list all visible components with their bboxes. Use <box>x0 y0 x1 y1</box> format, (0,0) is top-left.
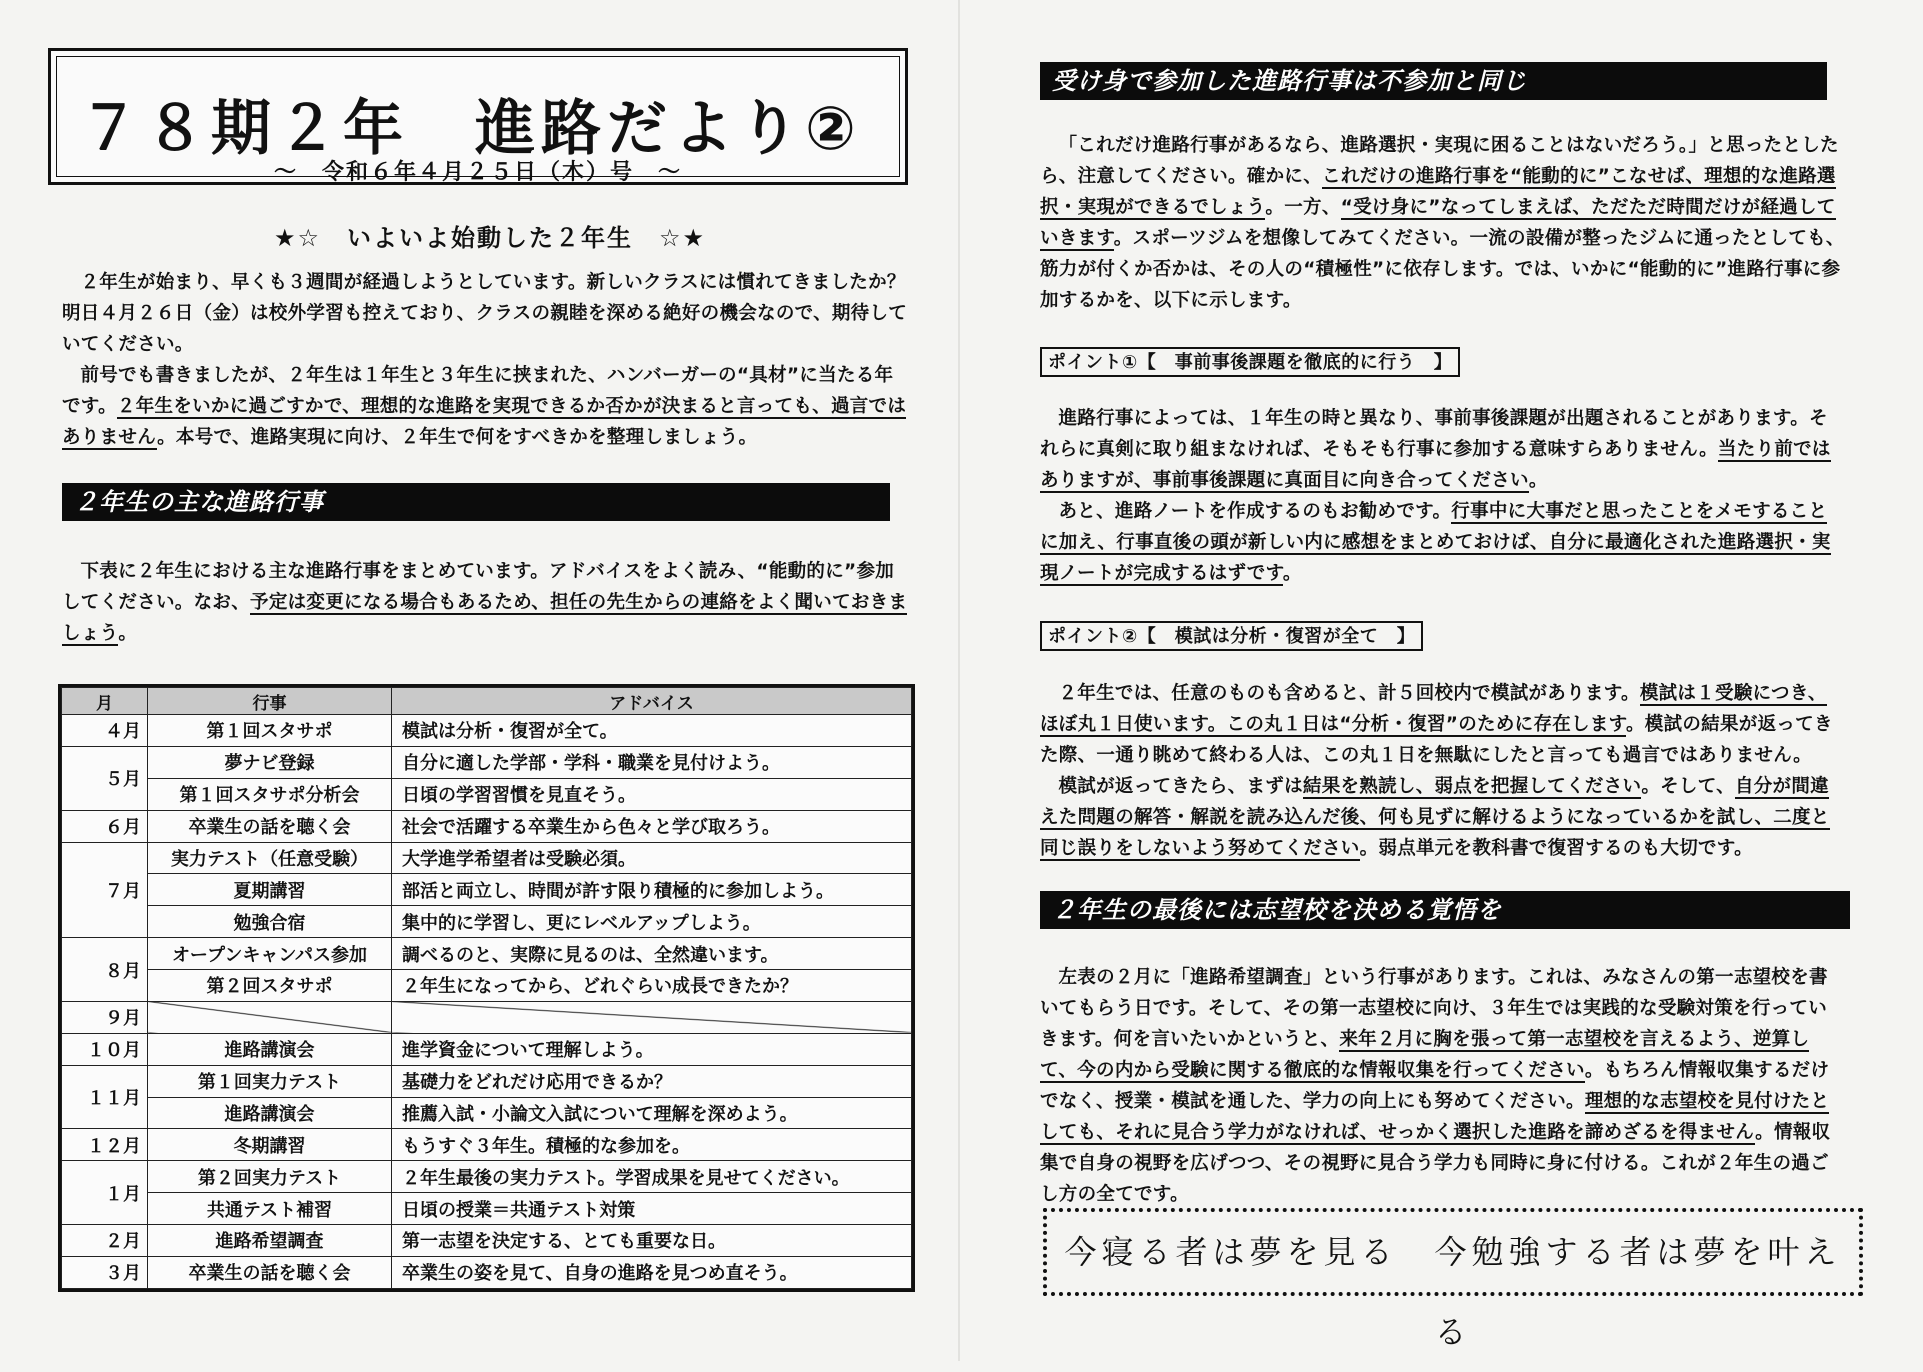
point-2-text-4: 。そして、 <box>1641 776 1735 797</box>
table-row <box>62 1161 912 1193</box>
table-row <box>62 810 912 842</box>
advice-cell: ２年生最後の実力テスト。学習成果を見せてください。 <box>392 1161 912 1193</box>
event-cell: 卒業生の話を聴く会 <box>148 1256 392 1288</box>
intro-text <box>62 267 912 453</box>
table-row <box>62 1256 912 1288</box>
event-cell: オープンキャンパス参加 <box>148 938 392 970</box>
passive-paragraph <box>1040 130 1845 316</box>
advice-cell: 進学資金について理解しよう。 <box>392 1033 912 1065</box>
month-cell: １月 <box>62 1161 148 1225</box>
point-2-text <box>1040 678 1845 864</box>
month-cell: ４月 <box>62 715 148 747</box>
table-row <box>62 970 912 1002</box>
passive-underlined-2: “受け身に”なってしまえば、ただただ時間だけが経過していきます <box>1040 197 1836 249</box>
passive-text-2: 。一方、 <box>1265 197 1341 218</box>
advice-cell: もうすぐ３年生。積極的な参加を。 <box>392 1129 912 1161</box>
point-1-text <box>1040 403 1845 589</box>
point-1-text-3: あと、進路ノートを作成するのもお勧めです。 <box>1058 501 1452 522</box>
header-month: 月 <box>62 688 148 715</box>
intro-paragraph-1: ２年生が始まり、早くも３週間が経過しようとしています。新しいクラスには慣れてきましたか？明日４月２６日（金）は校外学習も控えており、クラスの親睦を深める絶好の機会なので、期待していてください。 <box>62 272 908 355</box>
final-text-2: 。もちろん情報収集するだけでなく、授業・模試を通した、学力の向上にも努めてください。 <box>1040 1060 1830 1112</box>
advice-cell: 大学進学希望者は受験必須。 <box>392 842 912 874</box>
event-cell: 冬期講習 <box>148 1129 392 1161</box>
header-event: 行事 <box>148 688 392 715</box>
point-2-paragraph-2 <box>1040 771 1845 864</box>
point-1-underlined-1: 当たり前ではありますが、事前事後課題に真面目に向き合ってください <box>1040 439 1831 491</box>
point-2-label: ポイント②【 模試は分析・復習が全て 】 <box>1040 621 1423 651</box>
advice-cell: 部活と両立し、時間が許す限り積極的に参加しよう。 <box>392 874 912 906</box>
events-table <box>58 684 915 1292</box>
month-cell: １２月 <box>62 1129 148 1161</box>
events-section-heading: ２年生の主な進路行事 <box>62 483 890 521</box>
left-page <box>0 0 960 1361</box>
event-cell: 第２回スタサポ <box>148 970 392 1002</box>
point-1-text-1: 進路行事によっては、１年生の時と異なり、事前事後課題が出題されることがあります。それらに真剣に取り組まなければ、そもそも行事に参加する意味すらありません。 <box>1040 408 1828 460</box>
point-1-text-4: 。 <box>1282 563 1302 584</box>
advice-cell: 模試は分析・復習が全て。 <box>392 715 912 747</box>
events-intro-text-a: 下表に２年生における主な進路行事をまとめています。アドバイスをよく読み、“能動的に”参加してください。なお、 <box>62 561 895 613</box>
intro-paragraph-2 <box>62 360 912 453</box>
final-text-3: 。情報収集で自身の視野を広げつつ、その視野に見合う学力も同時に身に付ける。これが２年生の過ごし方の全てです。 <box>1040 1122 1831 1205</box>
point-1-underlined-2: 行事中に大事だと思ったことをメモすることに加え、行事直後の頭が新しい内に感想をまとめておけば、自分に最適化された進路選択・実現ノートが完成するはずです <box>1040 501 1831 584</box>
month-cell: １１月 <box>62 1065 148 1129</box>
advice-cell: 日頃の授業＝共通テスト対策 <box>392 1193 912 1225</box>
intro-p2-underlined: ２年生をいかに過ごすかで、理想的な進路を実現できるか否かが決まると言っても、過言ではありません <box>62 396 907 448</box>
table-row <box>62 1097 912 1129</box>
table-row <box>62 1129 912 1161</box>
event-cell-empty <box>148 1001 392 1033</box>
events-intro-paragraph <box>62 556 912 649</box>
final-text <box>1040 962 1845 1210</box>
table-row <box>62 778 912 810</box>
point-2-text-2: 。模試の結果が返ってきた際、一通り眺めて終わる人は、この丸１日を無駄にしたと言っても過言ではありません。 <box>1040 714 1833 766</box>
event-cell: 進路希望調査 <box>148 1225 392 1257</box>
events-intro-underlined: 予定は変更になる場合もあるため、担任の先生からの連絡をよく聞いておきましょう <box>62 592 908 644</box>
event-cell: 夏期講習 <box>148 874 392 906</box>
event-cell: 共通テスト補習 <box>148 1193 392 1225</box>
table-row <box>62 1193 912 1225</box>
advice-cell: 第一志望を決定する、とても重要な日。 <box>392 1225 912 1257</box>
final-text-1: 左表の２月に「進路希望調査」という行事があります。これは、みなさんの第一志望校を書いてもらう日です。そして、その第一志望校に向け、３年生では実践的な受験対策を行っていきます。何を言いたいかというと、 <box>1040 967 1828 1050</box>
issue-date: ～ 令和６年４月２５日（木）号 ～ <box>273 160 682 185</box>
month-cell: ８月 <box>62 938 148 1002</box>
table-row <box>62 938 912 970</box>
point-2-text-3: 模試が返ってきたら、まずは <box>1058 776 1303 797</box>
month-cell: ７月 <box>62 842 148 938</box>
advice-cell: 基礎力をどれだけ応用できるか？ <box>392 1065 912 1097</box>
advice-cell: ２年生になってから、どれぐらい成長できたか？ <box>392 970 912 1002</box>
point-2-text-1: ２年生では、任意のものも含めると、計５回校内で模試があります。 <box>1058 683 1640 704</box>
passive-text-3: 。スポーツジムを想像してみてください。一流の設備が整ったジムに通ったとしても、筋力が付くか否かは、その人の“積極性”に依存します。では、いかに“能動的に”進路行事に参加するかを、以下に示します。 <box>1040 228 1845 311</box>
event-cell: 勉強合宿 <box>148 906 392 938</box>
intro-p2-text-a: 前号でも書きましたが、２年生は１年生と３年生に挟まれた、ハンバーガーの“具材”に当たる年です。 <box>62 365 894 417</box>
table-row <box>62 1225 912 1257</box>
advice-cell: 卒業生の姿を見て、自身の進路を見つめ直そう。 <box>392 1256 912 1288</box>
passive-underlined-1: これだけの進路行事を“能動的に”こなせば、理想的な進路選択・実現ができるでしょう <box>1040 166 1836 218</box>
table-row <box>62 842 912 874</box>
advice-cell-empty <box>392 1001 912 1033</box>
point-2-underlined-1: 模試は１受験につき、ほぼ丸１日使います。この丸１日は“分析・復習”のために存在します <box>1040 683 1827 735</box>
event-cell: 卒業生の話を聴く会 <box>148 810 392 842</box>
table-row <box>62 746 912 778</box>
events-intro-text <box>62 556 912 649</box>
page-title: ７８期２年 進路だより② <box>79 94 862 164</box>
table-row <box>62 874 912 906</box>
event-cell: 進路講演会 <box>148 1097 392 1129</box>
table-row <box>62 1033 912 1065</box>
final-underlined-1: 来年２月に胸を張って第一志望校を言えるよう、逆算して、今の内から受験に関する徹底的な情報収集を行ってください <box>1040 1029 1810 1081</box>
table-row <box>62 906 912 938</box>
event-cell: 第２回実力テスト <box>148 1161 392 1193</box>
advice-cell: 推薦入試・小論文入試について理解を深めよう。 <box>392 1097 912 1129</box>
event-cell: 進路講演会 <box>148 1033 392 1065</box>
month-cell: ９月 <box>62 1001 148 1033</box>
event-cell: 第１回実力テスト <box>148 1065 392 1097</box>
title-box <box>48 48 908 185</box>
point-2-text-5: 。弱点単元を教科書で復習するのも大切です。 <box>1359 838 1753 859</box>
point-1-paragraph-1 <box>1040 403 1845 496</box>
final-underlined-2: 理想的な志望校を見付けたとしても、それに見合う学力がなければ、せっかく選択した進路を諦めざるを得ません <box>1040 1091 1830 1143</box>
final-paragraph <box>1040 962 1845 1210</box>
event-cell: 第１回スタサポ <box>148 715 392 747</box>
intro-heading: ★☆ いよいよ始動した２年生 ☆★ <box>273 224 707 252</box>
month-cell: ５月 <box>62 746 148 810</box>
header-advice: アドバイス <box>392 688 912 715</box>
final-section-heading: ２年生の最後には志望校を決める覚悟を <box>1040 891 1850 929</box>
point-2-underlined-2: 結果を熟読し、弱点を把握してください <box>1302 776 1642 797</box>
passive-section-heading: 受け身で参加した進路行事は不参加と同じ <box>1040 62 1827 100</box>
events-intro-text-b: 。 <box>118 623 138 644</box>
point-1-label: ポイント①【 事前事後課題を徹底的に行う 】 <box>1040 347 1460 377</box>
month-cell: ３月 <box>62 1256 148 1288</box>
advice-cell: 日頃の学習習慣を見直そう。 <box>392 778 912 810</box>
table-row <box>62 1065 912 1097</box>
table-header-row <box>62 688 912 715</box>
event-cell: 夢ナビ登録 <box>148 746 392 778</box>
right-page <box>960 0 1923 1361</box>
intro-p2-text-b: 。本号で、進路実現に向け、２年生で何をすべきかを整理しましょう。 <box>157 427 758 448</box>
passive-text-1: 「これだけ進路行事があるなら、進路選択・実現に困ることはないだろう。」と思ったとしたら、注意してください。確かに、 <box>1040 135 1839 187</box>
advice-cell: 社会で活躍する卒業生から色々と学び取ろう。 <box>392 810 912 842</box>
month-cell: ２月 <box>62 1225 148 1257</box>
point-2-paragraph-1 <box>1040 678 1845 771</box>
month-cell: ６月 <box>62 810 148 842</box>
motto-box: 今寝る者は夢を見る 今勉強する者は夢を叶える <box>1043 1208 1863 1296</box>
advice-cell: 集中的に学習し、更にレベルアップしよう。 <box>392 906 912 938</box>
passive-text <box>1040 130 1845 316</box>
event-cell: 実力テスト（任意受験） <box>148 842 392 874</box>
advice-cell: 自分に適した学部・学科・職業を見付けよう。 <box>392 746 912 778</box>
event-cell: 第１回スタサポ分析会 <box>148 778 392 810</box>
month-cell: １０月 <box>62 1033 148 1065</box>
table-row <box>62 715 912 747</box>
point-2-underlined-3: 自分が間違えた問題の解答・解説を読み込んだ後、何も見ずに解けるようになっているかを試し、二度と同じ誤りをしないよう努めてください <box>1040 776 1830 859</box>
table-row <box>62 1001 912 1033</box>
point-1-paragraph-2 <box>1040 496 1845 589</box>
point-1-text-2: 。 <box>1528 470 1548 491</box>
advice-cell: 調べるのと、実際に見るのは、全然違います。 <box>392 938 912 970</box>
